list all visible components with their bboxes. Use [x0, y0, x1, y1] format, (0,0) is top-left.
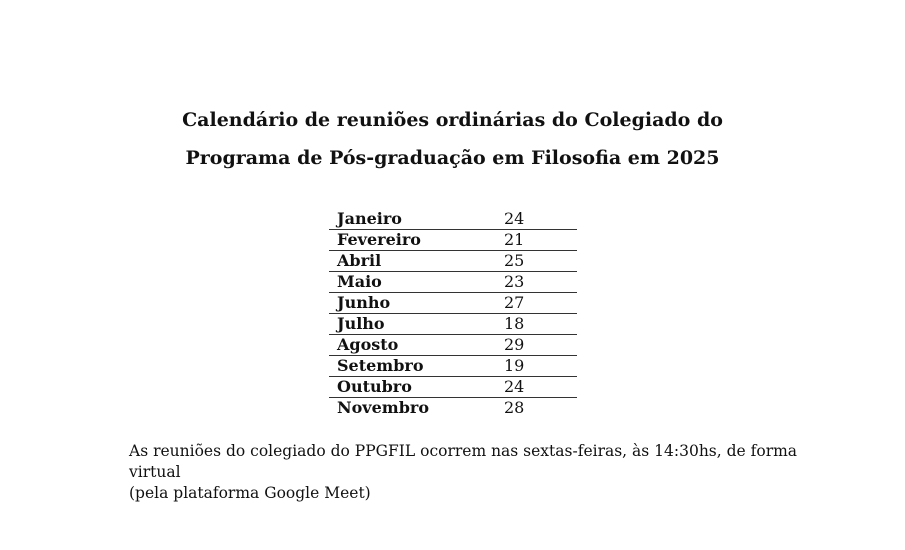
day-cell: 27 — [504, 293, 577, 314]
table-row — [329, 293, 577, 314]
meeting-note — [129, 441, 809, 504]
day-cell: 23 — [504, 272, 577, 293]
table-row — [329, 272, 577, 293]
day-cell: 19 — [504, 356, 577, 377]
month-cell: Setembro — [329, 356, 504, 377]
month-cell: Outubro — [329, 377, 504, 398]
table-row — [329, 335, 577, 356]
month-cell: Julho — [329, 314, 504, 335]
table-row — [329, 230, 577, 251]
table-row — [329, 356, 577, 377]
table-row — [329, 251, 577, 272]
day-cell: 24 — [504, 209, 577, 230]
document-title-line-2: Programa de Pós-graduação em Filosofia em 2025 — [185, 147, 720, 169]
month-cell: Janeiro — [329, 209, 504, 230]
month-cell: Junho — [329, 293, 504, 314]
month-cell: Abril — [329, 251, 504, 272]
month-cell: Novembro — [337, 398, 429, 417]
table-row — [329, 314, 577, 335]
document-title-line-1: Calendário de reuniões ordinárias do Colegiado do — [182, 109, 723, 131]
meeting-note-line-1: As reuniões do colegiado do PPGFIL ocorrem nas sextas-feiras, às 14:30hs, de forma virtual — [129, 442, 798, 481]
table-row — [329, 398, 577, 419]
day-cell: 24 — [504, 377, 577, 398]
day-cell: 18 — [504, 314, 577, 335]
table-row — [329, 209, 577, 230]
meeting-note-line-2: (pela plataforma Google Meet) — [129, 484, 371, 502]
month-cell: Fevereiro — [329, 230, 504, 251]
day-cell: 21 — [504, 230, 577, 251]
meeting-schedule-table — [329, 209, 577, 418]
month-cell: Agosto — [329, 335, 504, 356]
month-cell: Maio — [329, 272, 504, 293]
day-cell: 25 — [504, 251, 577, 272]
day-cell: 29 — [504, 335, 577, 356]
day-cell: 28 — [504, 398, 525, 417]
table-row — [329, 377, 577, 398]
